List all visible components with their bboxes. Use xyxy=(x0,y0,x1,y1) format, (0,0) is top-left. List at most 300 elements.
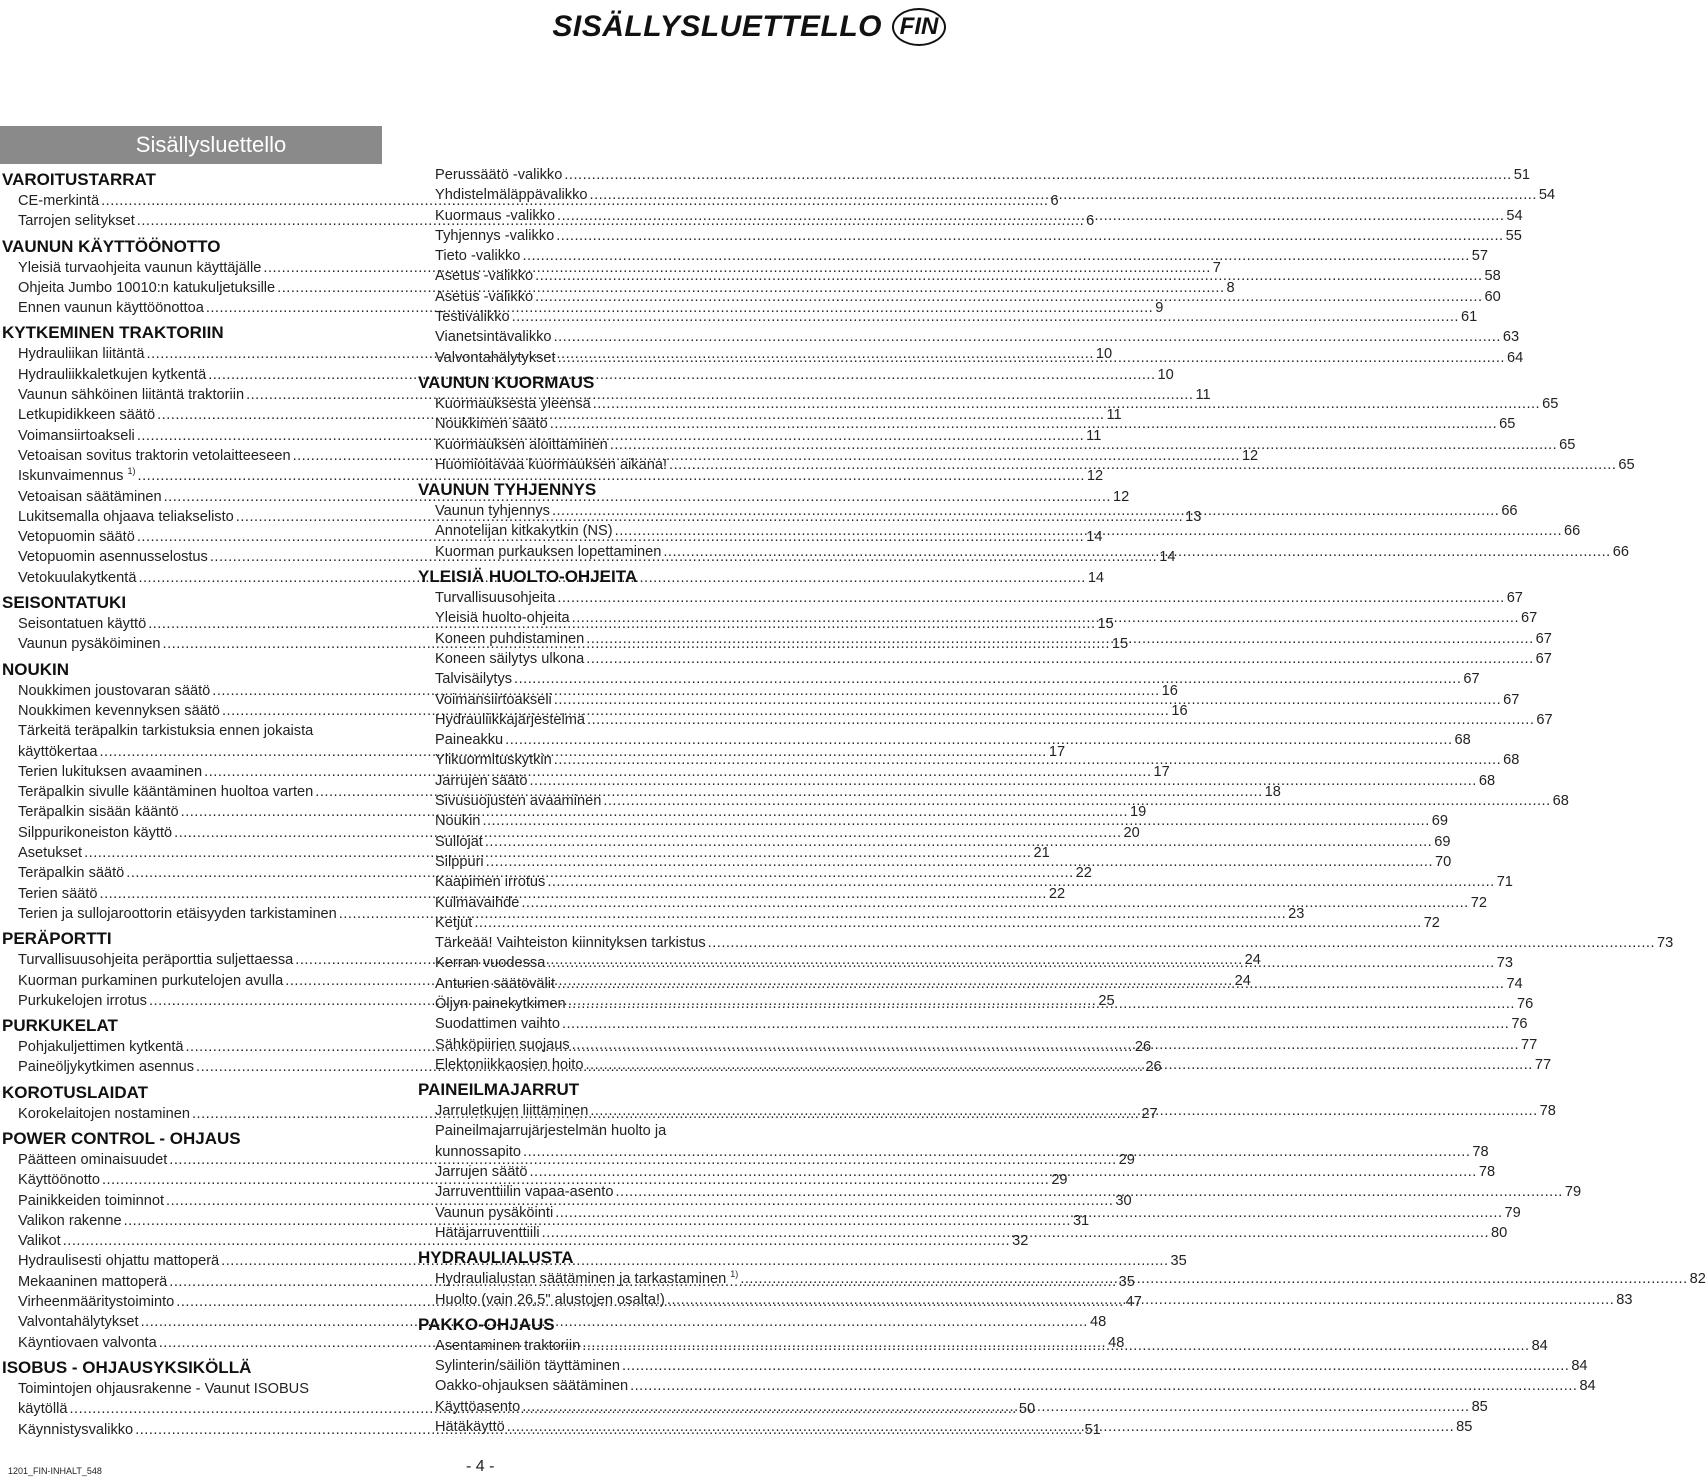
toc-page-number: 17 xyxy=(1153,763,1170,780)
toc-page-number: 16 xyxy=(1161,682,1178,699)
section-heading: PERÄPORTTI xyxy=(2,929,112,949)
toc-entry-title: Paineakku xyxy=(435,732,504,749)
toc-entry-title: Sivusuojusten avaaminen xyxy=(435,793,602,810)
toc-page-number: 48 xyxy=(1108,1334,1125,1351)
toc-entry-title: Ketjut xyxy=(435,914,473,931)
toc-page-number: 83 xyxy=(1616,1291,1633,1308)
toc-entry-title: Ylikuormituskytkin xyxy=(435,752,552,769)
toc-entry-title: Jarrujen säätö xyxy=(435,772,528,789)
toc-entry-title: Vaunun pysäköinti xyxy=(435,1204,554,1221)
toc-page-number: 12 xyxy=(1112,488,1130,505)
section-heading: POWER CONTROL - OHJAUS xyxy=(2,1128,241,1148)
toc-entry-title: Hydraulialustan säätäminen ja tarkastaminen $^{1)}$ xyxy=(435,1269,739,1288)
toc-page-number: 15 xyxy=(1111,636,1129,653)
toc-entry-title: Valikon rakenne xyxy=(18,1212,122,1229)
dot-leader xyxy=(547,872,1494,892)
toc-entry-title: Lukitsemalla ohjaava teliakselisto xyxy=(18,508,234,525)
toc-entry-title: Tyhjennys -valikko xyxy=(435,227,555,244)
dot-leader xyxy=(556,226,1503,246)
toc-entry[interactable] xyxy=(418,307,1478,327)
toc-page-number: 65 xyxy=(1542,395,1559,412)
page-number: - 4 - xyxy=(466,1458,495,1475)
toc-entry[interactable] xyxy=(418,185,1556,205)
dot-leader xyxy=(615,1182,1562,1202)
toc-entry-title: Iskunvaimennus $^{1)}$ xyxy=(18,466,136,485)
dot-leader xyxy=(603,791,1550,811)
page-title: SISÄLLYSLUETTELLO xyxy=(552,10,882,43)
toc-page-number: 27 xyxy=(1141,1105,1158,1122)
dot-leader xyxy=(557,974,1504,994)
toc-page-number: 60 xyxy=(1484,288,1501,305)
toc-entry-title: Turvallisuusohjeita xyxy=(435,590,556,607)
toc-page-number: 72 xyxy=(1470,894,1487,911)
toc-page-number: 51 xyxy=(1084,1421,1101,1438)
toc-page-number: 72 xyxy=(1423,914,1440,931)
dot-leader xyxy=(586,629,1533,649)
toc-entry-title: Päätteen ominaisuudet xyxy=(18,1151,168,1168)
toc-entry[interactable] xyxy=(418,588,1523,608)
toc-entry[interactable] xyxy=(418,649,1552,669)
toc-entry[interactable] xyxy=(418,1356,1588,1376)
dot-leader xyxy=(587,710,1534,730)
toc-entry-title: Korokelaitojen nostaminen xyxy=(18,1105,190,1122)
toc-page-number: 82 xyxy=(1689,1271,1706,1288)
toc-page-number: 51 xyxy=(1513,167,1530,183)
toc-entry-title: Vetoaisan sovitus traktorin vetolaitteeseen xyxy=(18,447,291,464)
page-header xyxy=(552,8,946,46)
toc-entry-title: Kuorman purkaminen purkutelojen avulla xyxy=(18,972,284,989)
dot-leader xyxy=(529,1162,1476,1182)
toc-entry[interactable] xyxy=(418,933,1674,953)
toc-entry-title: Huolto (vain 26,5" alustojen osalta!) xyxy=(435,1291,665,1308)
dot-leader xyxy=(542,1223,1489,1243)
dot-leader xyxy=(554,327,1501,347)
toc-entry-title: Hydrauliikkaletkujen kytkentä xyxy=(18,366,207,383)
toc-page-number: 29 xyxy=(1051,1172,1068,1189)
dot-leader xyxy=(485,832,1432,852)
dot-leader xyxy=(547,953,1494,973)
section-heading: VAROITUSTARRAT xyxy=(2,170,156,189)
toc-page-number: 10 xyxy=(1157,366,1174,383)
dot-leader xyxy=(521,893,1468,913)
toc-entry-title: Valikot xyxy=(18,1233,61,1250)
toc-entry[interactable] xyxy=(418,226,1522,246)
toc-page-number: 78 xyxy=(1539,1103,1556,1120)
dot-leader xyxy=(585,1055,1532,1075)
toc-page-number: 23 xyxy=(1288,905,1305,922)
toc-entry-title: Purkukelojen irrotus xyxy=(18,992,147,1009)
toc-entry-title: Vetoaisan säätäminen xyxy=(18,488,162,505)
toc-entry[interactable] xyxy=(418,1376,1596,1396)
toc-entry-title: Vaunun tyhjennys xyxy=(435,503,550,520)
toc-entry-title: Paineilmajarrujärjestelmän huolto ja xyxy=(435,1123,667,1140)
section-heading: PAKKO-OHJAUS xyxy=(418,1314,555,1334)
toc-entry-line xyxy=(418,1121,798,1141)
toc-page-number: 68 xyxy=(1454,732,1471,749)
toc-entry[interactable] xyxy=(418,206,1523,226)
toc-entry-title: Tarrojen selitykset xyxy=(18,213,135,230)
toc-page-number: 66 xyxy=(1501,503,1518,520)
toc-page-number: 12 xyxy=(1241,447,1259,464)
dot-leader xyxy=(512,307,1459,327)
dot-leader xyxy=(535,266,1482,286)
toc-entry-title: Painikkeiden toiminnot xyxy=(18,1192,165,1209)
toc-entry-title: Kaapimen irrotus xyxy=(435,874,546,891)
toc-entry-title: Virheenmääritystoiminto xyxy=(18,1294,175,1311)
section-heading: PAINEILMAJARRUT xyxy=(418,1080,580,1100)
toc-page-number: 69 xyxy=(1431,813,1449,830)
toc-page-number: 67 xyxy=(1503,691,1520,708)
toc-page-number: 77 xyxy=(1521,1036,1538,1053)
toc-entry-title: Valvontahälytykset xyxy=(435,349,556,366)
toc-page-number: 68 xyxy=(1478,772,1496,789)
toc-page-number: 14 xyxy=(1087,569,1105,586)
toc-page-number: 76 xyxy=(1516,995,1534,1012)
dot-leader xyxy=(562,1014,1509,1034)
toc-entry-title: Paineöljykytkimen asennus xyxy=(18,1059,195,1076)
toc-page-number: 35 xyxy=(1170,1253,1187,1270)
dot-leader xyxy=(615,521,1562,541)
toc-entry-title: Teräpalkin säätö xyxy=(18,865,125,882)
toc-page-number: 20 xyxy=(1123,824,1140,841)
toc-entry-title: Kuormauksesta yleensä xyxy=(435,395,591,412)
dot-leader xyxy=(740,1269,1687,1289)
toc-entry-title: Vetokuulakytkentä xyxy=(18,569,137,586)
section-heading: SEISONTATUKI xyxy=(2,593,127,613)
dot-leader xyxy=(554,690,1501,710)
toc-entry-title: Voimansiirtoakseli xyxy=(18,427,135,444)
toc-entry[interactable] xyxy=(0,466,1104,486)
section-heading: NOUKIN xyxy=(2,659,70,679)
toc-entry-title: Hydrauliikan liitäntä xyxy=(18,346,145,363)
toc-page-number: 24 xyxy=(1244,952,1261,969)
dot-leader xyxy=(572,1035,1519,1055)
toc-page-number: 61 xyxy=(1460,309,1478,326)
toc-entry-title: Asetus -valikko xyxy=(435,268,534,285)
toc-entry-title: Talvisäilytys xyxy=(435,671,513,688)
dot-leader xyxy=(474,913,1421,933)
toc-page-number: 67 xyxy=(1463,671,1480,688)
dot-leader xyxy=(522,246,1469,266)
toc-entry-title: Käyntiovaen valvonta xyxy=(18,1334,157,1351)
dot-leader xyxy=(663,542,1610,562)
toc-page-number: 47 xyxy=(1125,1294,1142,1311)
toc-entry-title: Vetopuomin asennusselostus xyxy=(18,549,208,566)
toc-entry-title: Perussäätö -valikko xyxy=(435,167,563,183)
language-badge: FIN xyxy=(892,8,946,46)
dot-leader xyxy=(572,608,1519,628)
toc-entry-title: Kuormauksen aloittaminen xyxy=(435,436,608,453)
toc-page-number: 54 xyxy=(1506,207,1523,224)
dot-leader xyxy=(568,994,1515,1014)
dot-leader xyxy=(593,394,1540,414)
toc-page-number: 84 xyxy=(1531,1337,1548,1354)
toc-page-number: 54 xyxy=(1538,187,1556,204)
toc-entry-title: Pohjakuljettimen kytkentä xyxy=(18,1039,184,1056)
toc-entry-title: Kulmavaihde xyxy=(435,894,520,911)
toc-page-number: 63 xyxy=(1502,329,1520,346)
section-heading: YLEISIÄ HUOLTO-OHJEITA xyxy=(418,567,638,587)
dot-leader xyxy=(610,435,1557,455)
toc-page-number: 66 xyxy=(1564,523,1581,540)
toc-entry-title: Silppurikoneiston käyttö xyxy=(18,824,173,841)
toc-page-number: 58 xyxy=(1484,268,1501,285)
toc-page-number: 65 xyxy=(1559,436,1576,453)
toc-entry-title: käytöllä xyxy=(18,1401,68,1418)
toc-entry-title: Noukkimen joustovaran säätö xyxy=(18,682,211,699)
toc-page-number: 14 xyxy=(1086,529,1103,546)
toc-entry-title: Anturien säätövälit xyxy=(435,975,556,992)
toc-entry-title: kunnossapito xyxy=(435,1143,522,1160)
toc-page-number: 26 xyxy=(1145,1059,1162,1076)
section-heading: PURKUKELAT xyxy=(2,1016,118,1036)
toc-page-number: 48 xyxy=(1089,1314,1107,1331)
toc-page-number: 7 xyxy=(1212,259,1221,276)
toc-entry-title: Ennen vaunun käyttöönottoa xyxy=(18,300,204,317)
toc-entry-title: Yleisiä turvaohjeita vaunun käyttäjälle xyxy=(18,259,262,276)
section-heading: VAUNUN TYHJENNYS xyxy=(418,480,597,500)
toc-page-number: 68 xyxy=(1552,793,1569,810)
toc-page-number: 85 xyxy=(1471,1398,1488,1415)
toc-page-number: 68 xyxy=(1503,752,1520,769)
toc-page-number: 65 xyxy=(1618,456,1635,473)
dot-leader xyxy=(554,750,1501,770)
toc-entry-title: Testivalikko xyxy=(435,309,510,326)
toc-page-number: 9 xyxy=(1155,300,1164,317)
toc-entry-title: Noukkimen säätö xyxy=(435,416,548,433)
toc-entry-title: Hätäjarruventtiili xyxy=(435,1224,540,1241)
toc-entry-title: Koneen puhdistaminen xyxy=(435,630,585,647)
toc-entry-title: Vetopuomin säätö xyxy=(18,529,135,546)
toc-entry-title: Hätäkäyttö xyxy=(435,1419,505,1436)
toc-entry-title: Kuorman purkauksen lopettaminen xyxy=(435,543,662,560)
toc-entry-title: Mekaaninen mattoperä xyxy=(18,1273,168,1290)
dot-leader xyxy=(514,669,1461,689)
toc-entry-title: Jarruletkujen liittäminen xyxy=(435,1103,589,1120)
toc-page-number: 11 xyxy=(1086,427,1102,444)
toc-entry[interactable] xyxy=(418,730,1471,750)
dot-leader xyxy=(555,1203,1502,1223)
dot-leader xyxy=(550,414,1497,434)
toc-entry-title: Koneen säilytys ulkona xyxy=(435,650,585,667)
toc-entry-title: Käyttöönotto xyxy=(18,1172,100,1189)
toc-entry-title: Seisontatuen käyttö xyxy=(18,616,147,633)
toc-page-number: 26 xyxy=(1134,1039,1152,1056)
toc-entry-title: Sähköpiirien suojaus xyxy=(435,1036,570,1053)
toc-entry-title: Letkupidikkeen säätö xyxy=(18,407,156,424)
section-heading: KYTKEMINEN TRAKTORIIN xyxy=(2,323,224,343)
toc-page-number: 71 xyxy=(1496,874,1513,891)
toc-page-number: 12 xyxy=(1086,468,1104,485)
toc-entry-title: Asentaminen traktoriin xyxy=(435,1337,581,1354)
toc-entry-title: Käynnistysvalikko xyxy=(18,1421,134,1438)
dot-leader xyxy=(669,455,1616,475)
toc-page-number: 70 xyxy=(1435,853,1452,870)
toc-page-number: 14 xyxy=(1159,549,1176,566)
toc-page-number: 6 xyxy=(1050,193,1059,209)
toc-entry-title: Noukkimen kevennyksen säätö xyxy=(18,702,220,719)
toc-entry[interactable] xyxy=(418,327,1520,347)
toc-page-number: 79 xyxy=(1504,1204,1521,1221)
toc-entry-title: Yhdistelmäläppävalikko xyxy=(435,187,588,204)
dot-leader xyxy=(590,185,1537,205)
dot-leader xyxy=(557,588,1504,608)
toc-page-number: 21 xyxy=(1033,845,1050,862)
toc-entry-title: Vaunun sähköinen liitäntä traktoriin xyxy=(18,387,245,404)
dot-leader xyxy=(667,1290,1614,1310)
dot-leader xyxy=(708,933,1655,953)
toc-page-number: 13 xyxy=(1185,508,1202,525)
toc-page-number: 66 xyxy=(1612,543,1629,560)
toc-page-number: 18 xyxy=(1264,784,1281,801)
toc-page-number: 67 xyxy=(1535,630,1552,647)
toc-entry-title: Elektoniikkaosien hoito xyxy=(435,1056,584,1073)
toc-page-number: 15 xyxy=(1097,616,1114,633)
toc-page-number: 10 xyxy=(1095,346,1113,363)
toc-page-number: 24 xyxy=(1234,972,1251,989)
toc-page-number: 50 xyxy=(1018,1401,1036,1418)
dot-leader xyxy=(582,1336,1529,1356)
toc-entry-title: Asetus -valikko xyxy=(435,288,534,305)
dot-leader xyxy=(590,1101,1537,1121)
toc-page-number: 64 xyxy=(1506,349,1524,366)
toc-page-number: 32 xyxy=(1012,1233,1029,1250)
toc-page-number: 65 xyxy=(1499,416,1516,433)
toc-entry-title: Vaunun pysäköiminen xyxy=(18,636,161,653)
dot-leader xyxy=(523,1142,1470,1162)
toc-entry-title: Käyttöasento xyxy=(435,1398,521,1415)
footnote-marker: 1) xyxy=(730,1269,739,1280)
toc-entry[interactable] xyxy=(418,287,1501,307)
toc-entry-title: Tieto -valikko xyxy=(435,248,521,265)
toc-page-number: 11 xyxy=(1106,407,1122,424)
toc-entry-title: Oakko-ohjauksen säätäminen xyxy=(435,1378,629,1395)
toc-entry[interactable] xyxy=(418,1014,1528,1034)
document-code: 1201_FIN-INHALT_548 xyxy=(8,1466,102,1476)
toc-page-number: 79 xyxy=(1564,1184,1582,1201)
toc-entry-title: Ohjeita Jumbo 10010:n katukuljetuksille xyxy=(18,279,276,296)
toc-entry-title: Hydrauliikkajärjestelmä xyxy=(435,711,586,728)
toc-entry-title: Sullojat xyxy=(435,833,483,850)
toc-entry-title: Suodattimen vaihto xyxy=(435,1016,560,1033)
toc-page-number: 57 xyxy=(1471,248,1489,265)
toc-entry-title: Vianetsintävalikko xyxy=(435,329,552,346)
toc-page-number: 30 xyxy=(1115,1192,1132,1209)
toc-entry-title: Sylinterin/säiliön täyttäminen xyxy=(435,1358,620,1375)
toc-entry-title: Tärkeitä teräpalkin tarkistuksia ennen jokaista xyxy=(18,723,314,740)
section-heading: KOROTUSLAIDAT xyxy=(2,1082,149,1102)
toc-page-number: 74 xyxy=(1506,975,1523,992)
toc-entry-title: Öljyn painekytkimen xyxy=(435,995,566,1012)
toc-entry-title: Kerran vuodessa xyxy=(435,955,546,972)
toc-page-number: 67 xyxy=(1536,711,1553,728)
dot-leader xyxy=(522,1397,1469,1417)
dot-leader xyxy=(552,501,1499,521)
toc-page-number: 85 xyxy=(1456,1419,1473,1436)
toc-page-number: 6 xyxy=(1086,213,1095,230)
toc-page-number: 22 xyxy=(1075,865,1092,882)
toc-entry-title: Yleisiä huolto-ohjeita xyxy=(435,610,570,627)
toc-entry-title: Valvontahälytykset xyxy=(18,1314,139,1331)
toc-page-number: 84 xyxy=(1579,1378,1596,1395)
footnote-marker: 1) xyxy=(127,466,136,477)
toc-entry-title: Voimansiirtoakseli xyxy=(435,691,552,708)
toc-page-number: 78 xyxy=(1472,1143,1489,1160)
toc-entry-title: Annotelijan kitkakytkin (NS) xyxy=(435,523,613,540)
section-heading: VAUNUN KÄYTTÖÖNOTTO xyxy=(2,236,221,256)
toc-entry-title: Teräpalkin sisään kääntö xyxy=(18,804,179,821)
toc-entry[interactable] xyxy=(418,266,1501,286)
section-heading: HYDRAULIALUSTA xyxy=(418,1248,574,1268)
toc-page-number: 8 xyxy=(1226,279,1235,296)
toc-entry-title: Noukin xyxy=(435,813,481,830)
toc-entry-title: Terien säätö xyxy=(18,885,98,902)
toc-entry-title: Silppuri xyxy=(435,853,484,870)
toc-page-number: 31 xyxy=(1072,1212,1090,1229)
toc-entry-title: Tärkeää! Vaihteiston kiinnityksen tarkistus xyxy=(435,935,706,952)
toc-entry-title: Kuormaus -valikko xyxy=(435,207,556,224)
toc-page-number: 73 xyxy=(1496,955,1513,972)
toc-heading: Sisällysluettello xyxy=(0,126,382,164)
dot-leader xyxy=(505,730,1452,750)
toc-page-number: 67 xyxy=(1521,610,1538,627)
toc-entry-line xyxy=(0,721,382,741)
toc-entry-title: Jarruventtiilin vapaa-asento xyxy=(435,1184,614,1201)
toc-page-number: 76 xyxy=(1511,1016,1528,1033)
toc-page-number: 11 xyxy=(1195,387,1211,404)
dot-leader xyxy=(630,1376,1577,1396)
toc-page-number: 55 xyxy=(1505,227,1522,244)
toc-page-number: 25 xyxy=(1098,992,1115,1009)
toc-entry-title: Hydraulisesti ohjattu mattoperä xyxy=(18,1253,220,1270)
dot-leader xyxy=(622,1356,1569,1376)
dot-leader xyxy=(529,771,1476,791)
toc-page-number: 67 xyxy=(1535,650,1552,667)
toc-entry-title: Asetukset xyxy=(18,845,83,862)
toc-entry-title: Huomioitavaa kuormauksen aikana! xyxy=(435,456,668,473)
toc-page-number: 22 xyxy=(1048,885,1066,902)
toc-page-number: 69 xyxy=(1434,833,1451,850)
toc-entry[interactable] xyxy=(418,246,1489,266)
toc-page-number: 73 xyxy=(1657,935,1674,952)
dot-leader xyxy=(535,287,1482,307)
dot-leader xyxy=(586,649,1533,669)
toc-page-number: 19 xyxy=(1130,804,1147,821)
section-heading: VAUNUN KUORMAUS xyxy=(418,372,595,392)
toc-page-number: 16 xyxy=(1171,702,1188,719)
toc-entry-title: Teräpalkin sivulle kääntäminen huoltoa varten xyxy=(18,784,314,801)
toc-entry-title: Toimintojen ohjausrakenne - Vaunut ISOBUS xyxy=(18,1380,309,1397)
dot-leader xyxy=(558,348,1505,368)
toc-page-number: 67 xyxy=(1506,590,1523,607)
toc-entry-title: Terien ja sullojaroottorin etäisyyden tarkistaminen xyxy=(18,905,337,922)
dot-leader xyxy=(507,1417,1454,1437)
toc-page-number: 35 xyxy=(1118,1273,1135,1290)
toc-page-number: 29 xyxy=(1118,1151,1135,1168)
section-heading: ISOBUS - OHJAUSYKSIKÖLLÄ xyxy=(2,1357,252,1377)
dot-leader xyxy=(557,206,1504,226)
toc-entry[interactable] xyxy=(418,669,1480,689)
toc-page-number: 80 xyxy=(1491,1224,1508,1241)
toc-entry-title: Jarrujen säätö xyxy=(435,1164,528,1181)
dot-leader xyxy=(564,165,1511,185)
toc-entry[interactable] xyxy=(418,165,1530,185)
toc-page-number: 77 xyxy=(1534,1056,1552,1073)
toc-entry-title: Turvallisuusohjeita peräporttia suljettaessa xyxy=(18,952,294,969)
toc-page-number: 78 xyxy=(1478,1164,1496,1181)
toc-entry-line xyxy=(0,1379,382,1399)
toc-entry-title: Terien lukituksen avaaminen xyxy=(18,763,203,780)
